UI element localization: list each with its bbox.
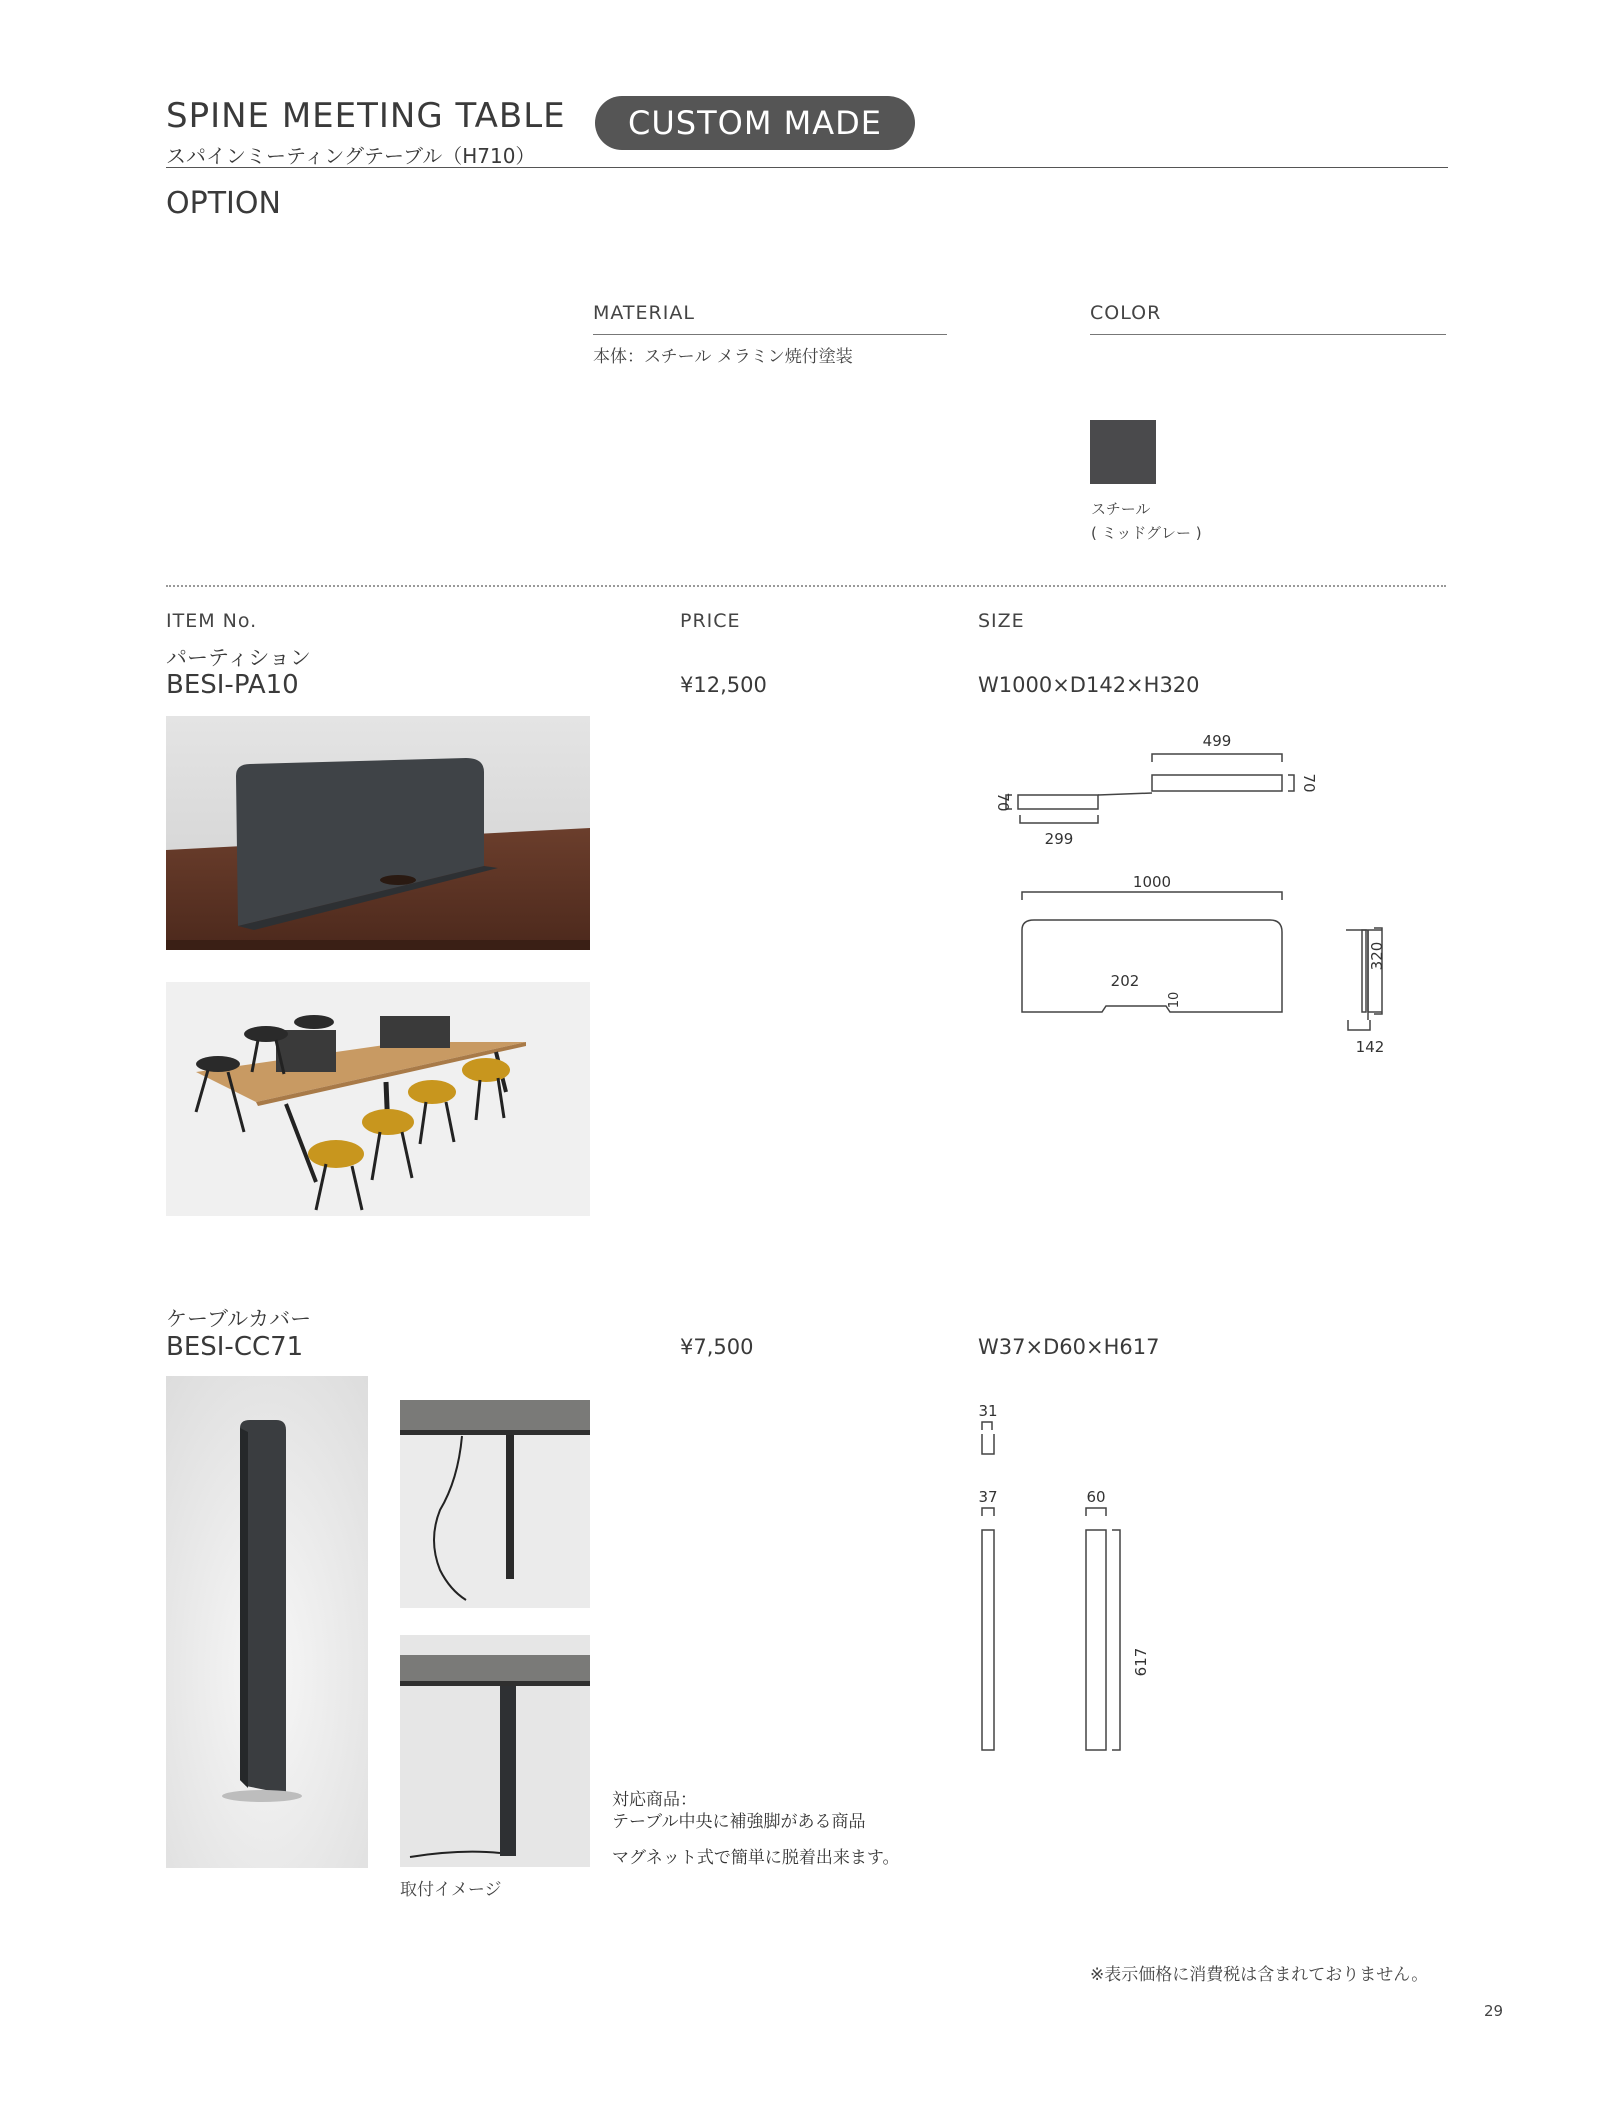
color-name: スチール: [1091, 500, 1151, 518]
size-heading: SIZE: [978, 610, 1025, 632]
dim-70-right: 70: [1300, 773, 1318, 793]
compatibility-text: テーブル中央に補強脚がある商品: [612, 1812, 866, 1832]
dim-499: 499: [1202, 732, 1232, 750]
dim-31: 31: [978, 1402, 998, 1420]
dim-299: 299: [1044, 830, 1074, 848]
item-size: W37×D60×H617: [978, 1335, 1160, 1359]
partition-dimension-drawing: [970, 720, 1390, 1060]
color-subname: ( ミッドグレー ): [1091, 524, 1202, 542]
dim-10: 10: [1167, 991, 1182, 1009]
page-subtitle: スパインミーティングテーブル（H710）: [166, 144, 536, 168]
dim-202: 202: [1110, 972, 1140, 990]
item-no-heading: ITEM No.: [166, 610, 258, 632]
cable-cover-install-photo-1: [400, 1400, 590, 1608]
section-title: OPTION: [166, 186, 281, 221]
page-number: 29: [1484, 2002, 1504, 2020]
tax-note: ※表示価格に消費税は含まれておりません。: [1090, 1965, 1429, 1985]
cable-cover-photo: [166, 1376, 368, 1868]
partition-photo: [166, 716, 590, 950]
custom-made-badge: CUSTOM MADE: [595, 96, 915, 150]
dim-142: 142: [1355, 1038, 1385, 1056]
dim-70-left: 70: [994, 792, 1012, 812]
material-divider: [593, 334, 947, 335]
item-code: BESI-PA10: [166, 670, 299, 700]
compatibility-label: 対応商品：: [612, 1790, 697, 1810]
cable-cover-install-photo-2: [400, 1635, 590, 1867]
item-code: BESI-CC71: [166, 1332, 304, 1362]
page-title: SPINE MEETING TABLE: [166, 96, 566, 136]
dim-617: 617: [1132, 1647, 1150, 1677]
dim-1000: 1000: [1132, 873, 1172, 891]
color-heading: COLOR: [1090, 302, 1162, 324]
color-swatch: [1090, 420, 1156, 484]
dim-320: 320: [1368, 941, 1386, 971]
material-text: 本体：スチール メラミン焼付塗装: [593, 347, 853, 367]
item-price: ¥12,500: [680, 673, 767, 697]
partition-table-photo: [166, 982, 590, 1216]
item-name: ケーブルカバー: [166, 1307, 312, 1331]
color-divider: [1090, 334, 1446, 335]
item-size: W1000×D142×H320: [978, 673, 1200, 697]
price-heading: PRICE: [680, 610, 741, 632]
cable-cover-dimension-drawing: [970, 1390, 1170, 1760]
item-name: パーティション: [166, 646, 311, 670]
section-divider: [166, 585, 1446, 587]
item-price: ¥7,500: [680, 1335, 754, 1359]
dim-60: 60: [1086, 1488, 1106, 1506]
material-heading: MATERIAL: [593, 302, 695, 324]
install-caption: 取付イメージ: [400, 1880, 502, 1900]
magnet-note: マグネット式で簡単に脱着出来ます。: [612, 1848, 900, 1868]
header-divider: [166, 167, 1448, 168]
dim-37: 37: [978, 1488, 998, 1506]
